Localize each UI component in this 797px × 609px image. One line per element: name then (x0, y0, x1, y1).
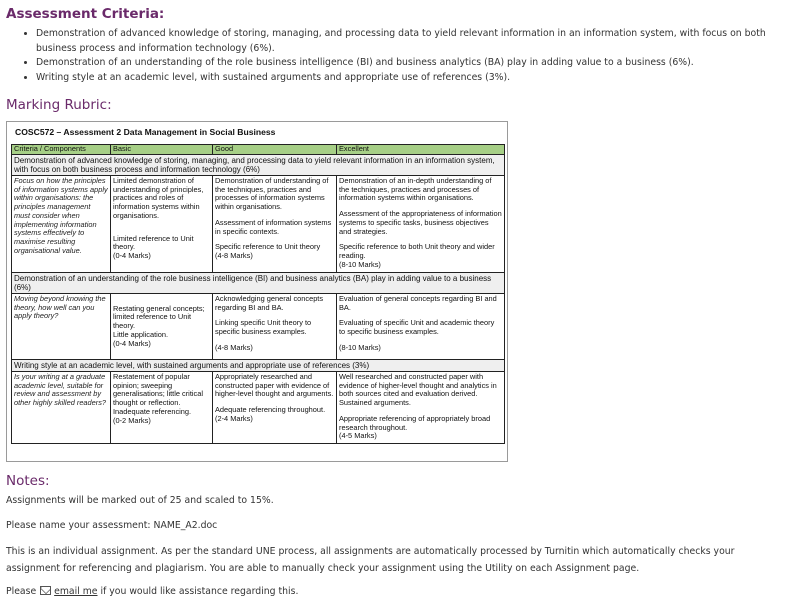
rubric-image (6, 121, 508, 462)
column-header: Excellent (337, 145, 505, 155)
envelope-icon[interactable] (40, 586, 51, 595)
cell-text: Acknowledging general concepts regarding BI and BA. (215, 294, 324, 312)
rubric-header-row (12, 145, 505, 155)
notes-contact (6, 584, 786, 601)
excellent-cell (337, 294, 505, 360)
section-title: Demonstration of advanced knowledge of storing, managing, and processing data to yield relevant information in an information system, with focus on both business process and information technology (6%) (12, 155, 505, 176)
marks-range: (0-2 Marks) (113, 415, 151, 425)
rubric-row (12, 372, 505, 444)
cell-text: Assessment of information systems in specific contexts. (215, 217, 332, 236)
basic-cell (111, 294, 213, 360)
basic-cell (111, 176, 213, 273)
excellent-cell (337, 372, 505, 444)
marks-range: (0-4 Marks) (113, 250, 151, 260)
rubric-title: COSC572 – Assessment 2 Data Management in Social Business (15, 127, 276, 137)
cell-text: Well researched and constructed paper with evidence of higher-level thought and analytics in both sources cited and evaluation derived. Sustained arguments. (339, 372, 497, 408)
cell-text: Demonstration of understanding of the techniques, practices and processes of information systems within organisations. (215, 176, 329, 212)
column-header: Good (213, 145, 337, 155)
criteria-question: Focus on how the principles of information systems apply within organisations: the principles management must consider when implementing information systems effectively to maximise resulting organisational value. (12, 176, 111, 273)
criteria-item: • Demonstration of advanced knowledge of storing, managing, and processing data to yield relevant information in an information system, with focus on both business process and information technology (6%). (36, 27, 797, 56)
cell-text: Evaluation of general concepts regarding BI and BA. (339, 294, 497, 312)
cell-text: Adequate referencing throughout. (215, 405, 326, 415)
column-header: Criteria / Components (12, 145, 111, 155)
cell-text: Evaluating of specific Unit and academic theory to specific business examples. (339, 318, 495, 337)
rubric-row (12, 294, 505, 360)
assist-text: if you would like assistance regarding this. (97, 586, 299, 597)
cell-text: Limited reference to Unit theory. (113, 233, 194, 252)
criteria-question: Is your writing at a graduate academic level, suitable for review and assessment by other highly skilled readers? (12, 372, 111, 444)
please-text: Please (6, 586, 37, 597)
marks-range: (4-8 Marks) (215, 250, 253, 260)
marks-range: (8-10 Marks) (339, 259, 381, 269)
notes-marking: Assignments will be marked out of 25 and scaled to 15%. (6, 495, 274, 506)
notes-naming (6, 518, 786, 535)
cell-text: Appropriate referencing of appropriately broad research throughout. (339, 413, 491, 432)
section-title: Writing style at an academic level, with sustained arguments and appropriate use of references (3%) (12, 360, 505, 372)
file-name: NAME_A2.doc (153, 520, 218, 531)
criteria-item: • Demonstration of an understanding of the role business intelligence (BI) and business analytics (BA) play in adding value to a business (6%). (36, 56, 797, 71)
notes-turnitin: This is an individual assignment. As per the standard UNE process, all assignments are automatically processed by Turnitin which automatically checks your assignment for referencing and plagiarism. You are able to manually check your assignment using the Utility on each Assignment page. (6, 546, 735, 574)
marks-range: (2-4 Marks) (215, 413, 253, 423)
criteria-question: Moving beyond knowing the theory, how well can you apply theory? (12, 294, 111, 360)
cell-text: Restatement of popular opinion; sweeping generalisations; little critical thought or reflection. (113, 372, 203, 408)
marks-range: (4-8 Marks) (215, 342, 253, 352)
cell-text: Limited demonstration of understanding of principles, practices and roles of information systems within organisations. (113, 176, 204, 220)
good-cell (213, 294, 337, 360)
marks-range: (0-4 Marks) (113, 338, 151, 348)
notes-heading: Notes: (6, 473, 50, 489)
marks-range: (8-10 Marks) (339, 342, 381, 352)
section-title: Demonstration of an understanding of the role business intelligence (BI) and business analytics (BA) play in adding value to a business (6%) (12, 273, 505, 294)
marking-rubric-heading: Marking Rubric: (6, 97, 112, 113)
cell-text: Little application. (113, 329, 169, 339)
good-cell (213, 176, 337, 273)
excellent-cell (337, 176, 505, 273)
basic-cell (111, 372, 213, 444)
cell-text: Linking specific Unit theory to specific business examples. (215, 318, 312, 337)
rubric-row (12, 176, 505, 273)
assessment-criteria-heading: Assessment Criteria: (6, 6, 165, 22)
email-me-link[interactable]: email me (54, 586, 98, 597)
criteria-item: • Writing style at an academic level, with sustained arguments and appropriate use of references (3%). (36, 71, 797, 86)
cell-text: Inadequate referencing. (113, 406, 192, 416)
column-header: Basic (111, 145, 213, 155)
good-cell (213, 372, 337, 444)
marks-range: (4-5 Marks) (339, 431, 377, 441)
cell-text: Restating general concepts; limited reference to Unit theory. (113, 303, 205, 331)
rubric-table (11, 144, 505, 444)
cell-text: Demonstration of an in-depth understanding of the techniques, practices and processes of information systems within organisations. (339, 176, 492, 203)
criteria-list (8, 27, 797, 85)
naming-prefix: Please name your assessment: (6, 520, 154, 531)
cell-text: Specific reference to both Unit theory and wider reading. (339, 242, 495, 260)
cell-text: Appropriately researched and constructed paper with evidence of higher-level thought and arguments. (215, 372, 334, 399)
cell-text: Assessment of the appropriateness of information systems to specific tasks, business objectives and strategies. (339, 209, 502, 236)
cell-text: Specific reference to Unit theory (215, 242, 321, 252)
